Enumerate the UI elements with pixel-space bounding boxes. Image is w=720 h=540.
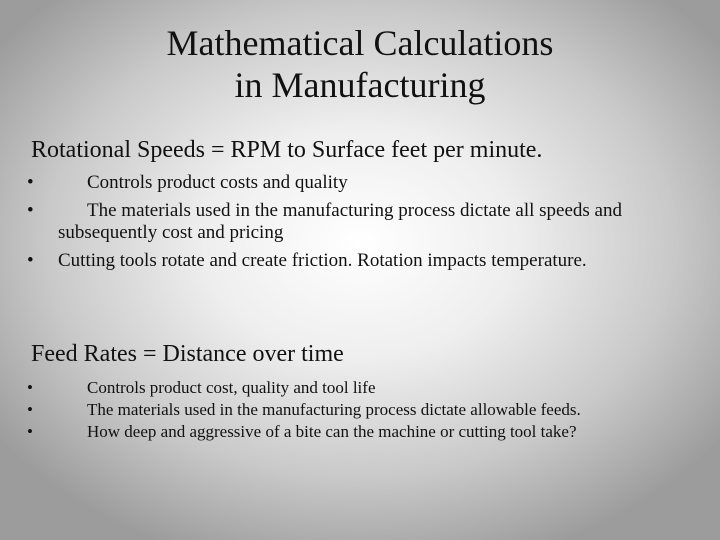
bullet-icon: • xyxy=(27,422,33,441)
bullet-item xyxy=(27,421,697,443)
bullet-item xyxy=(27,250,697,272)
bullet-item xyxy=(27,399,697,421)
slide-title xyxy=(0,22,720,106)
bullet-text: The materials used in the manufacturing process dictate allowable feeds. xyxy=(87,400,581,419)
bullet-icon: • xyxy=(27,172,34,193)
bullet-text: Cutting tools rotate and create friction. Rotation impacts temperature. xyxy=(58,250,587,271)
bullet-item xyxy=(27,200,697,244)
bullet-item xyxy=(27,377,697,399)
section-heading-rotational-speeds: Rotational Speeds = RPM to Surface feet per minute. xyxy=(31,137,543,163)
bullet-icon: • xyxy=(27,400,33,419)
bullet-list-rotational-speeds xyxy=(27,172,697,278)
bullet-item xyxy=(27,172,697,194)
bullet-icon: • xyxy=(27,200,34,221)
bullet-text: Controls product costs and quality xyxy=(87,172,348,193)
title-line-2: in Manufacturing xyxy=(234,65,486,105)
bullet-icon: • xyxy=(27,378,33,397)
bullet-list-feed-rates xyxy=(27,377,697,443)
bullet-icon: • xyxy=(27,250,34,271)
bullet-text: Controls product cost, quality and tool life xyxy=(87,378,376,397)
section-heading-feed-rates: Feed Rates = Distance over time xyxy=(31,341,344,367)
bullet-text: How deep and aggressive of a bite can the machine or cutting tool take? xyxy=(87,422,577,441)
title-line-1: Mathematical Calculations xyxy=(166,23,554,63)
bullet-text: The materials used in the manufacturing process dictate all speeds and subsequently cost and pricing xyxy=(58,200,622,243)
